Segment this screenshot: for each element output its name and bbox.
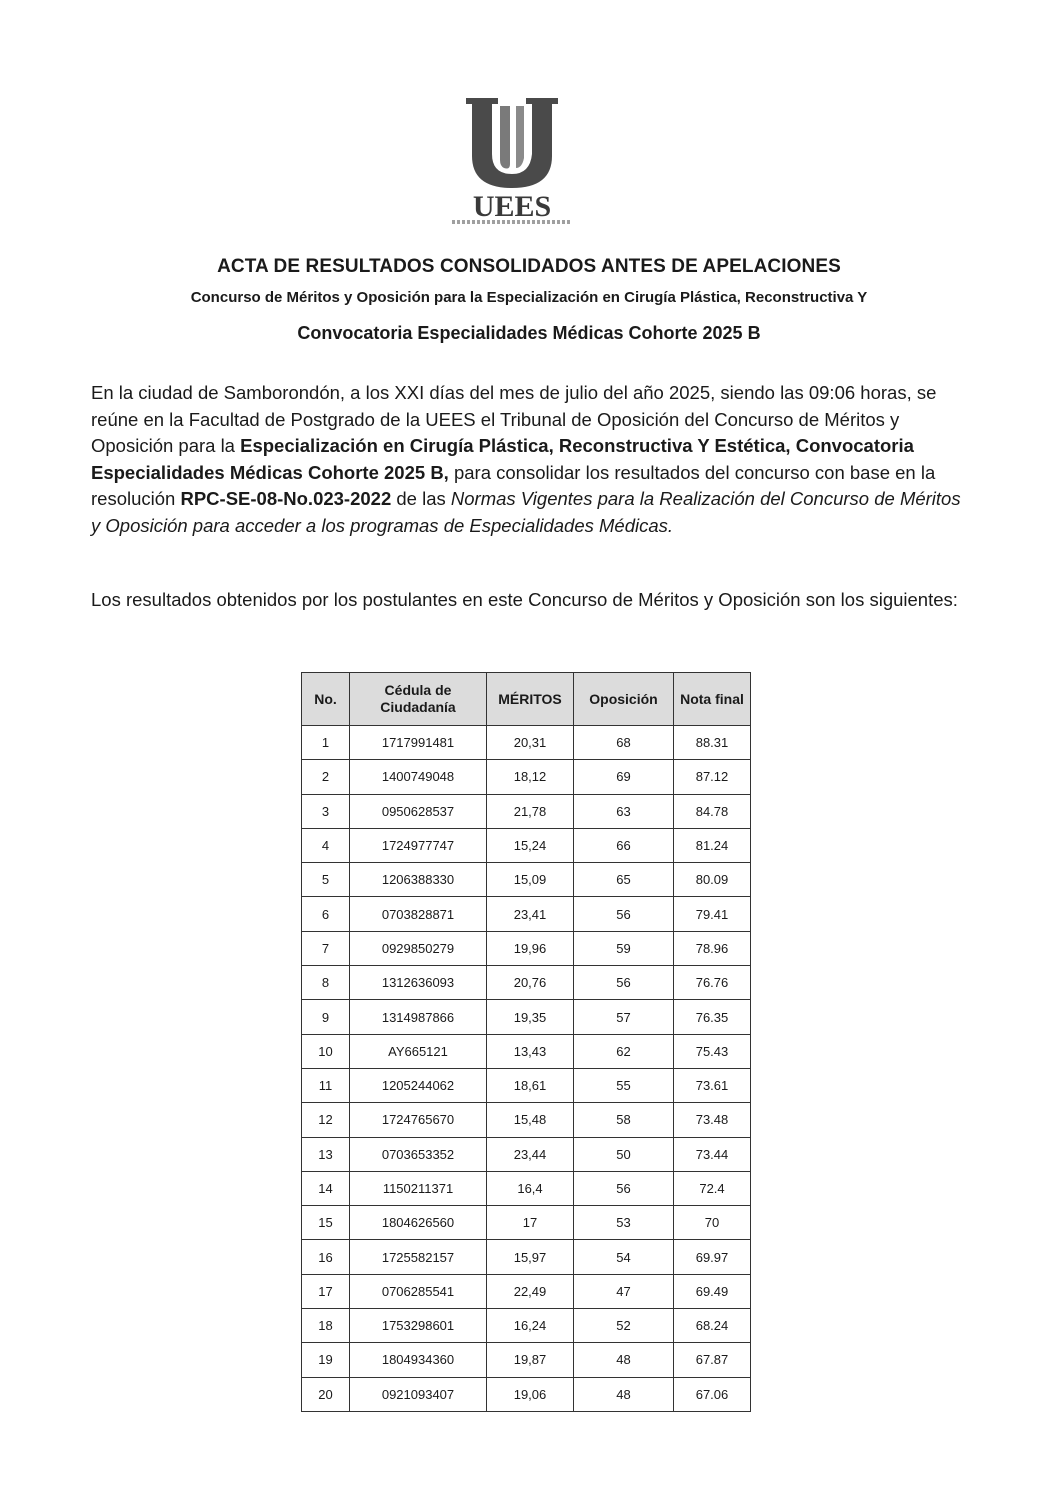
- intro-paragraph: [91, 380, 961, 539]
- cell-cedula: 0950628537: [350, 794, 487, 828]
- cell-no: 6: [302, 897, 350, 931]
- cell-oposicion: 62: [574, 1034, 674, 1068]
- table-row: [302, 726, 751, 760]
- cell-oposicion: 50: [574, 1137, 674, 1171]
- cell-oposicion: 56: [574, 1171, 674, 1205]
- cell-oposicion: 59: [574, 931, 674, 965]
- cell-nota-final: 84.78: [674, 794, 751, 828]
- cell-oposicion: 69: [574, 760, 674, 794]
- cell-oposicion: 54: [574, 1240, 674, 1274]
- cell-nota-final: 69.49: [674, 1274, 751, 1308]
- cell-meritos: 15,48: [487, 1103, 574, 1137]
- cell-no: 1: [302, 726, 350, 760]
- cell-oposicion: 55: [574, 1068, 674, 1102]
- table-row: [302, 1000, 751, 1034]
- cell-nota-final: 73.61: [674, 1068, 751, 1102]
- document-subtitle: Concurso de Méritos y Oposición para la Especialización en Cirugía Plástica, Reconstructiva Y: [190, 289, 868, 306]
- cell-nota-final: 87.12: [674, 760, 751, 794]
- cell-cedula: 0921093407: [350, 1377, 487, 1411]
- cell-no: 11: [302, 1068, 350, 1102]
- cell-meritos: 18,61: [487, 1068, 574, 1102]
- header-nota-final: Nota final: [674, 673, 751, 726]
- cell-no: 8: [302, 966, 350, 1000]
- cell-nota-final: 76.76: [674, 966, 751, 1000]
- cell-meritos: 19,06: [487, 1377, 574, 1411]
- cell-nota-final: 75.43: [674, 1034, 751, 1068]
- cell-no: 15: [302, 1206, 350, 1240]
- cell-cedula: 1725582157: [350, 1240, 487, 1274]
- cell-nota-final: 76.35: [674, 1000, 751, 1034]
- cell-meritos: 15,09: [487, 863, 574, 897]
- header-oposicion: Oposición: [574, 673, 674, 726]
- table-row: [302, 828, 751, 862]
- cell-meritos: 15,24: [487, 828, 574, 862]
- cell-cedula: 1753298601: [350, 1309, 487, 1343]
- cell-cedula: 1312636093: [350, 966, 487, 1000]
- cell-cedula: 1804626560: [350, 1206, 487, 1240]
- cell-meritos: 19,35: [487, 1000, 574, 1034]
- cell-no: 18: [302, 1309, 350, 1343]
- cell-no: 5: [302, 863, 350, 897]
- cell-oposicion: 56: [574, 966, 674, 1000]
- cell-nota-final: 73.44: [674, 1137, 751, 1171]
- cell-nota-final: 78.96: [674, 931, 751, 965]
- uees-logo-icon: [452, 92, 572, 218]
- cell-nota-final: 79.41: [674, 897, 751, 931]
- cell-no: 14: [302, 1171, 350, 1205]
- cell-cedula: 1717991481: [350, 726, 487, 760]
- table-row: [302, 1274, 751, 1308]
- cell-nota-final: 72.4: [674, 1171, 751, 1205]
- cell-cedula: 0703828871: [350, 897, 487, 931]
- cell-no: 10: [302, 1034, 350, 1068]
- document-cohort: Convocatoria Especialidades Médicas Cohorte 2025 B: [297, 323, 761, 343]
- table-body: [302, 726, 751, 1412]
- cell-cedula: 1205244062: [350, 1068, 487, 1102]
- cell-oposicion: 56: [574, 897, 674, 931]
- cell-oposicion: 68: [574, 726, 674, 760]
- table-row: [302, 1103, 751, 1137]
- cell-meritos: 16,4: [487, 1171, 574, 1205]
- intro-resolution: RPC-SE-08-No.023-2022: [180, 488, 392, 509]
- logo-tagline-mark: [452, 220, 572, 224]
- intro-text-2: para consolidar los resultados del concurso con base en la resolución: [91, 461, 936, 509]
- cell-no: 3: [302, 794, 350, 828]
- cell-no: 7: [302, 931, 350, 965]
- cell-cedula: AY665121: [350, 1034, 487, 1068]
- table-row: [302, 931, 751, 965]
- intro-text-1: En la ciudad de Samborondón, a los XXI días del mes de julio del año 2025, siendo las 09:06 horas, se reúne en la Facultad de Postgrado de la UEES el Tribunal de Oposición del Concurso de Méritos y Oposición para la: [91, 382, 937, 456]
- cell-cedula: 1206388330: [350, 863, 487, 897]
- logo-text: UEES: [472, 190, 552, 218]
- table-row: [302, 1171, 751, 1205]
- cell-no: 4: [302, 828, 350, 862]
- cell-no: 19: [302, 1343, 350, 1377]
- header-no: No.: [302, 673, 350, 726]
- header-cedula: Cédula de Ciudadanía: [350, 673, 487, 726]
- cell-cedula: 1314987866: [350, 1000, 487, 1034]
- cell-oposicion: 58: [574, 1103, 674, 1137]
- intro-text-3: de las: [391, 488, 451, 509]
- cell-no: 17: [302, 1274, 350, 1308]
- cell-no: 20: [302, 1377, 350, 1411]
- cell-nota-final: 69.97: [674, 1240, 751, 1274]
- table-row: [302, 794, 751, 828]
- cell-oposicion: 65: [574, 863, 674, 897]
- table-row: [302, 760, 751, 794]
- cell-meritos: 21,78: [487, 794, 574, 828]
- cell-meritos: 20,31: [487, 726, 574, 760]
- cell-meritos: 23,41: [487, 897, 574, 931]
- table-row: [302, 1309, 751, 1343]
- cell-cedula: 0706285541: [350, 1274, 487, 1308]
- cell-cedula: 1724765670: [350, 1103, 487, 1137]
- table-header-row: [302, 673, 751, 726]
- table-row: [302, 966, 751, 1000]
- cell-nota-final: 81.24: [674, 828, 751, 862]
- cell-nota-final: 80.09: [674, 863, 751, 897]
- cell-meritos: 19,96: [487, 931, 574, 965]
- cell-meritos: 17: [487, 1206, 574, 1240]
- cell-no: 9: [302, 1000, 350, 1034]
- cell-no: 12: [302, 1103, 350, 1137]
- results-intro: Los resultados obtenidos por los postulantes en este Concurso de Méritos y Oposición son los siguientes:: [91, 589, 958, 610]
- table-row: [302, 1068, 751, 1102]
- cell-meritos: 20,76: [487, 966, 574, 1000]
- cell-no: 2: [302, 760, 350, 794]
- cell-oposicion: 48: [574, 1343, 674, 1377]
- uees-logo: [452, 92, 572, 232]
- cell-nota-final: 70: [674, 1206, 751, 1240]
- cell-oposicion: 48: [574, 1377, 674, 1411]
- cell-oposicion: 66: [574, 828, 674, 862]
- document-title: ACTA DE RESULTADOS CONSOLIDADOS ANTES DE APELACIONES: [217, 256, 841, 277]
- cell-cedula: 1400749048: [350, 760, 487, 794]
- results-table: [301, 672, 751, 1412]
- cell-meritos: 22,49: [487, 1274, 574, 1308]
- table-row: [302, 897, 751, 931]
- cell-cedula: 1724977747: [350, 828, 487, 862]
- table-row: [302, 1137, 751, 1171]
- cell-oposicion: 52: [574, 1309, 674, 1343]
- cell-nota-final: 68.24: [674, 1309, 751, 1343]
- cell-nota-final: 73.48: [674, 1103, 751, 1137]
- cell-oposicion: 57: [574, 1000, 674, 1034]
- cell-cedula: 0703653352: [350, 1137, 487, 1171]
- intro-norms: Normas Vigentes para la Realización del Concurso de Méritos y Oposición para acceder a los programas de Especialidades Médicas.: [91, 488, 961, 536]
- cell-nota-final: 67.06: [674, 1377, 751, 1411]
- cell-nota-final: 67.87: [674, 1343, 751, 1377]
- cell-oposicion: 63: [574, 794, 674, 828]
- table-row: [302, 1377, 751, 1411]
- cell-meritos: 19,87: [487, 1343, 574, 1377]
- cell-oposicion: 47: [574, 1274, 674, 1308]
- cell-meritos: 18,12: [487, 760, 574, 794]
- cell-no: 16: [302, 1240, 350, 1274]
- table-row: [302, 1240, 751, 1274]
- header-meritos: MÉRITOS: [487, 673, 574, 726]
- cell-nota-final: 88.31: [674, 726, 751, 760]
- cell-oposicion: 53: [574, 1206, 674, 1240]
- cell-no: 13: [302, 1137, 350, 1171]
- table-row: [302, 863, 751, 897]
- intro-specialty: Especialización en Cirugía Plástica, Reconstructiva Y Estética, Convocatoria Especialidades Médicas Cohorte 2025 B,: [91, 435, 914, 483]
- cell-meritos: 15,97: [487, 1240, 574, 1274]
- cell-meritos: 16,24: [487, 1309, 574, 1343]
- cell-cedula: 1150211371: [350, 1171, 487, 1205]
- table-row: [302, 1206, 751, 1240]
- cell-cedula: 0929850279: [350, 931, 487, 965]
- cell-meritos: 13,43: [487, 1034, 574, 1068]
- cell-meritos: 23,44: [487, 1137, 574, 1171]
- table-row: [302, 1343, 751, 1377]
- cell-cedula: 1804934360: [350, 1343, 487, 1377]
- table-row: [302, 1034, 751, 1068]
